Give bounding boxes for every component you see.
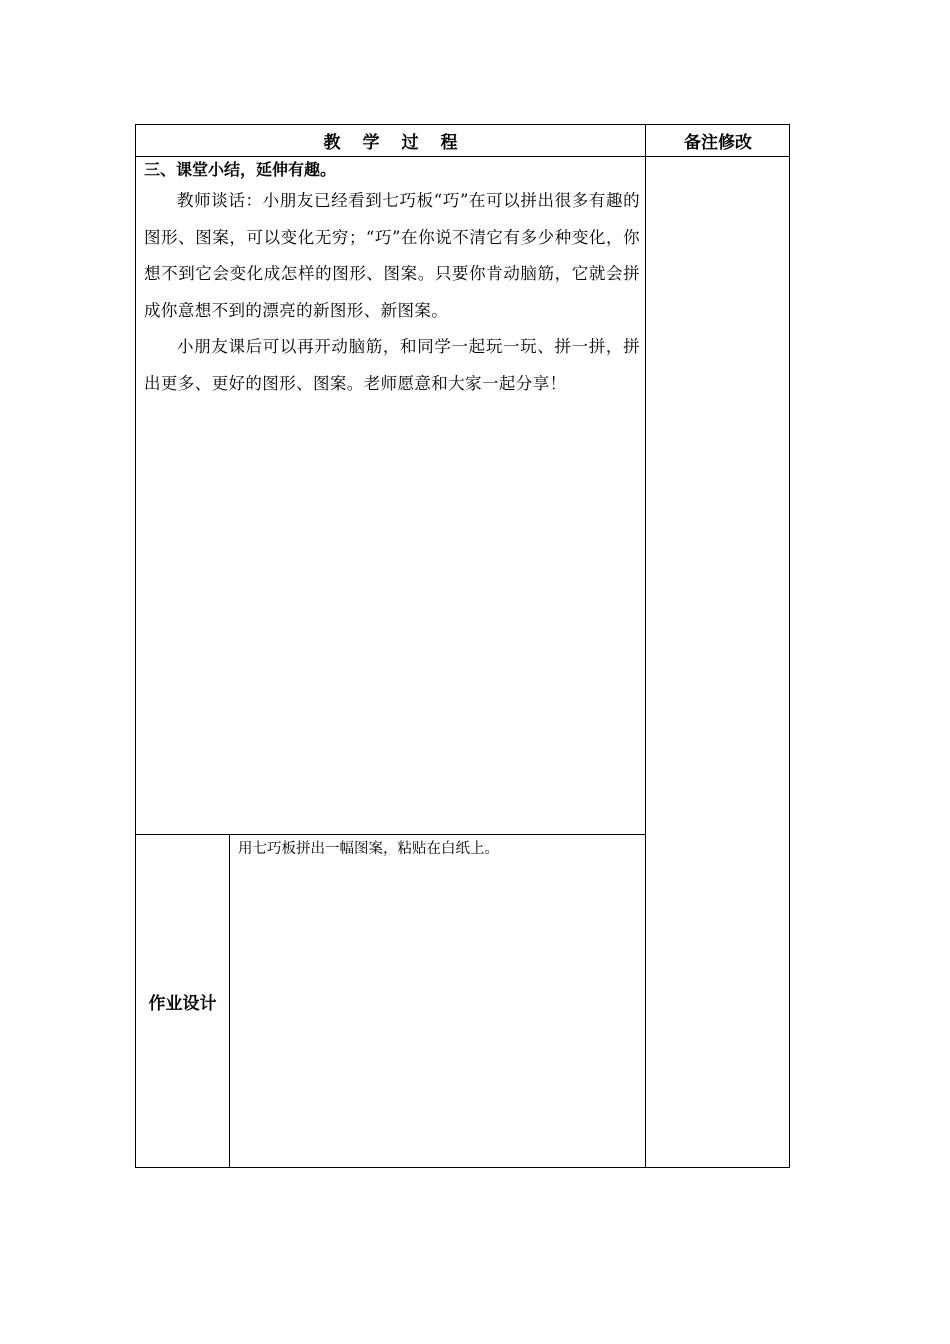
teaching-process-header: 教学过程	[323, 133, 480, 153]
remarks-column-divider	[645, 124, 646, 1168]
homework-label-divider	[229, 834, 230, 1168]
lesson-content	[144, 157, 640, 402]
homework-label: 作业设计	[148, 994, 217, 1014]
section-heading: 三、课堂小结，延伸有趣。	[144, 160, 337, 179]
lesson-paragraph-1: 教师谈话：小朋友已经看到七巧板“巧”在可以拼出很多有趣的图形、图案，可以变化无穷；“巧”在你说不清它有多少种变化，你想不到它会变化成怎样的图形、图案。只要你肯动脑筋，它就会拼成你意想不到的漂亮的新图形、新图案。	[144, 191, 640, 320]
lesson-paragraph-2: 小朋友课后可以再开动脑筋，和同学一起玩一玩、拼一拼，拼出更多、更好的图形、图案。老师愿意和大家一起分享！	[144, 337, 640, 393]
homework-text: 用七巧板拼出一幅图案，粘贴在白纸上。	[238, 841, 499, 857]
remarks-header: 备注修改	[684, 133, 752, 153]
